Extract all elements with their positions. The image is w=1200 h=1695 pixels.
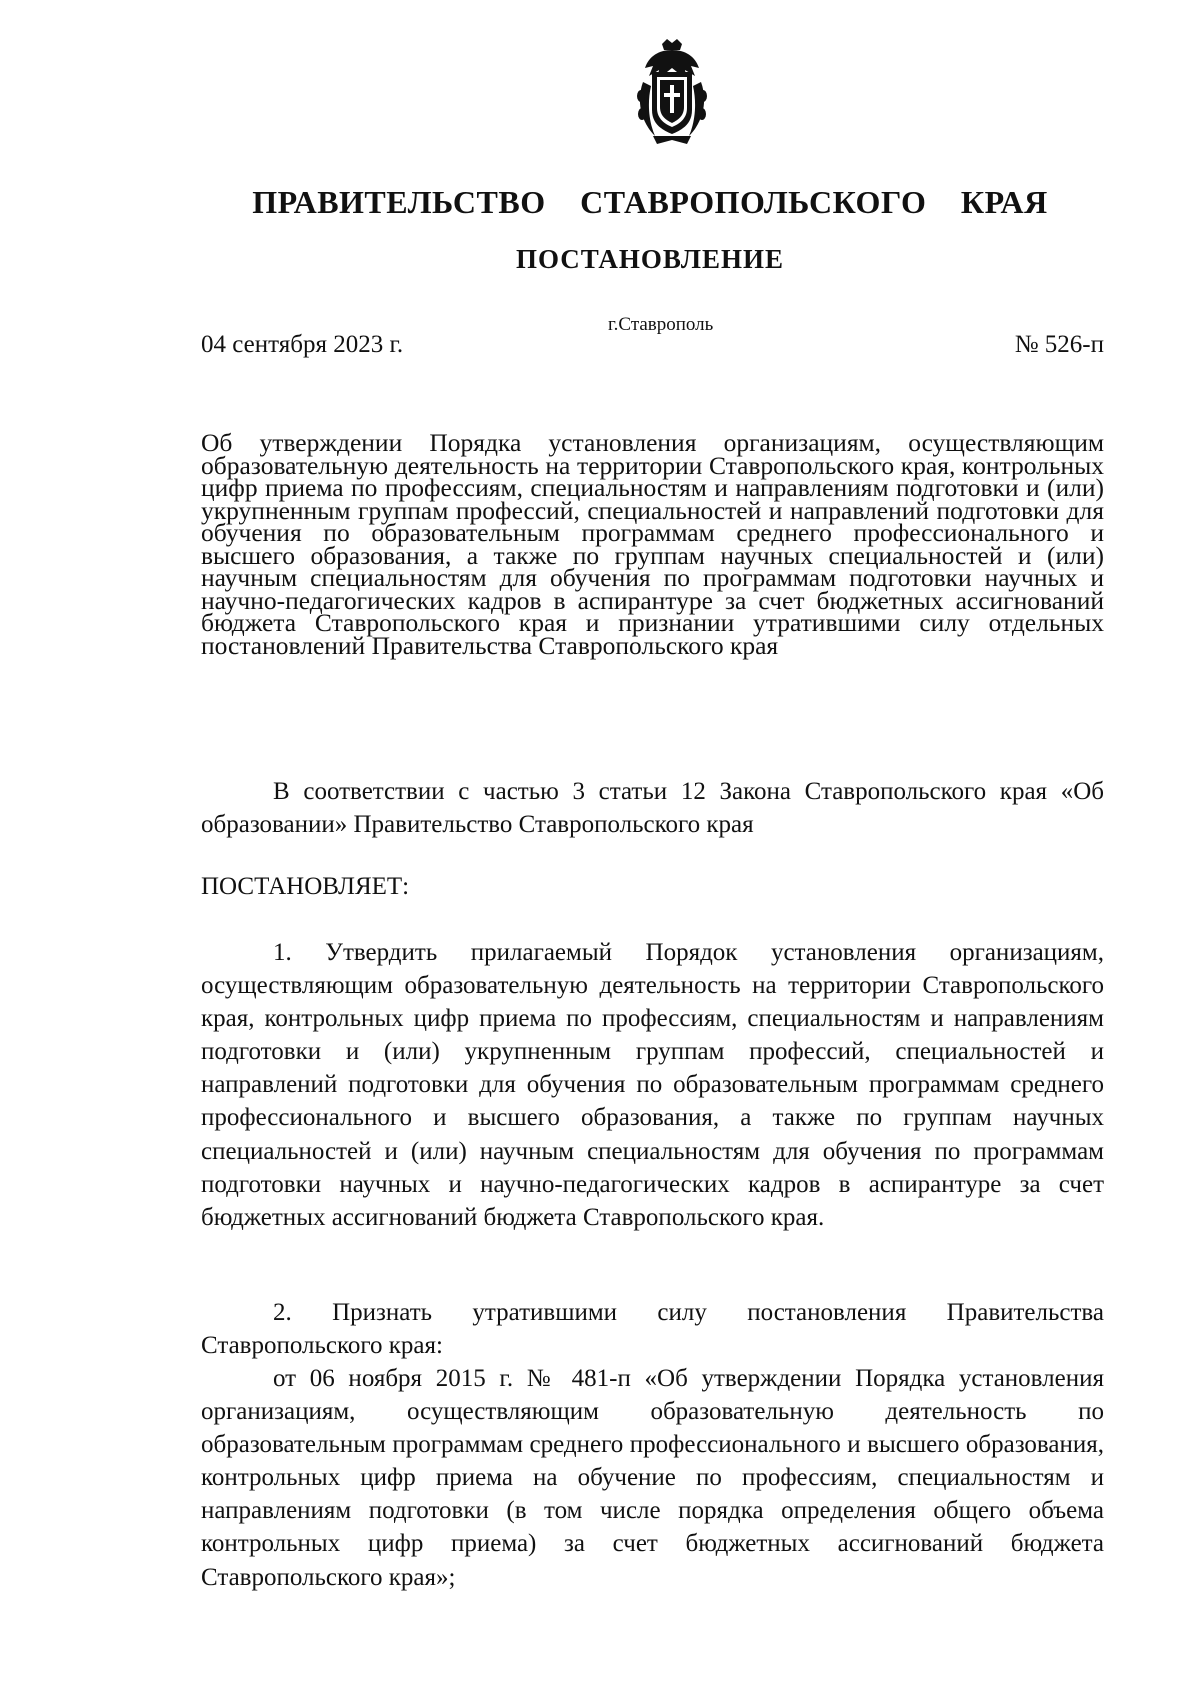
document-type: ПОСТАНОВЛЕНИЕ xyxy=(515,244,785,274)
document-date: 04 сентября 2023 г. xyxy=(201,331,404,358)
document-city: г.Ставрополь xyxy=(608,314,714,335)
government-title: ПРАВИТЕЛЬСТВО СТАВРОПОЛЬСКОГО КРАЯ xyxy=(252,184,1048,220)
document-number: № 526-п xyxy=(1014,331,1104,358)
decree-word: ПОСТАНОВЛЯЕТ: xyxy=(201,873,410,900)
preamble: В соответствии с частью 3 статьи 12 Закона Ставропольского края «Об образовании» Правительство Ставропольского края xyxy=(201,778,1104,838)
paragraph-1: 1. Утвердить прилагаемый Порядок установления организациям, осуществляющим образовательную деятельность на территории Ставропольского края, контрольных цифр приема по профессиям, специальностям и направлениям подготовки и (или) укрупненным группам профессий, специальностей и направлений подготовки для обучения по образовательным программам среднего профессионального и высшего образования, а также по группам научных специальностей и (или) научным специальностям для обучения по программам подготовки научных и научно-педагогических кадров в аспирантуре за счет бюджетных ассигнований бюджета Ставропольского края. xyxy=(201,939,1104,1231)
coat-of-arms-icon xyxy=(629,38,715,150)
paragraph-2: 2. Признать утратившими силу постановления Правительства Ставропольского края: xyxy=(201,1299,1104,1360)
document-subject: Об утверждении Порядка установления организациям, осуществляющим образовательную деятельность на территории Ставропольского края, контрольных цифр приема по профессиям, специальностям и направлениям подготовки и (или) укрупненным группам профессий, специальностей и направлений подготовки для обучения по образовательным программам среднего профессионального и высшего образования, а также по группам научных специальностей и (или) научным специальностям для обучения по программам подготовки научных и научно-педагогических кадров в аспирантуре за счет бюджетных ассигнований бюджета Ставропольского края и признании утратившими силу отдельных постановлений Правительства Ставропольского края xyxy=(201,428,1104,660)
paragraph-2-item: от 06 ноября 2015 г. № 481-п «Об утверждении Порядка установления организациям, осуществляющим образовательную деятельность по образовательным программам среднего профессионального и высшего образования, контрольных цифр приема на обучение по профессиям, специальностям и направлениям подготовки (в том числе порядка определения общего объема контрольных цифр приема) за счет бюджетных ассигнований бюджета Ставропольского края»; xyxy=(201,1365,1104,1591)
